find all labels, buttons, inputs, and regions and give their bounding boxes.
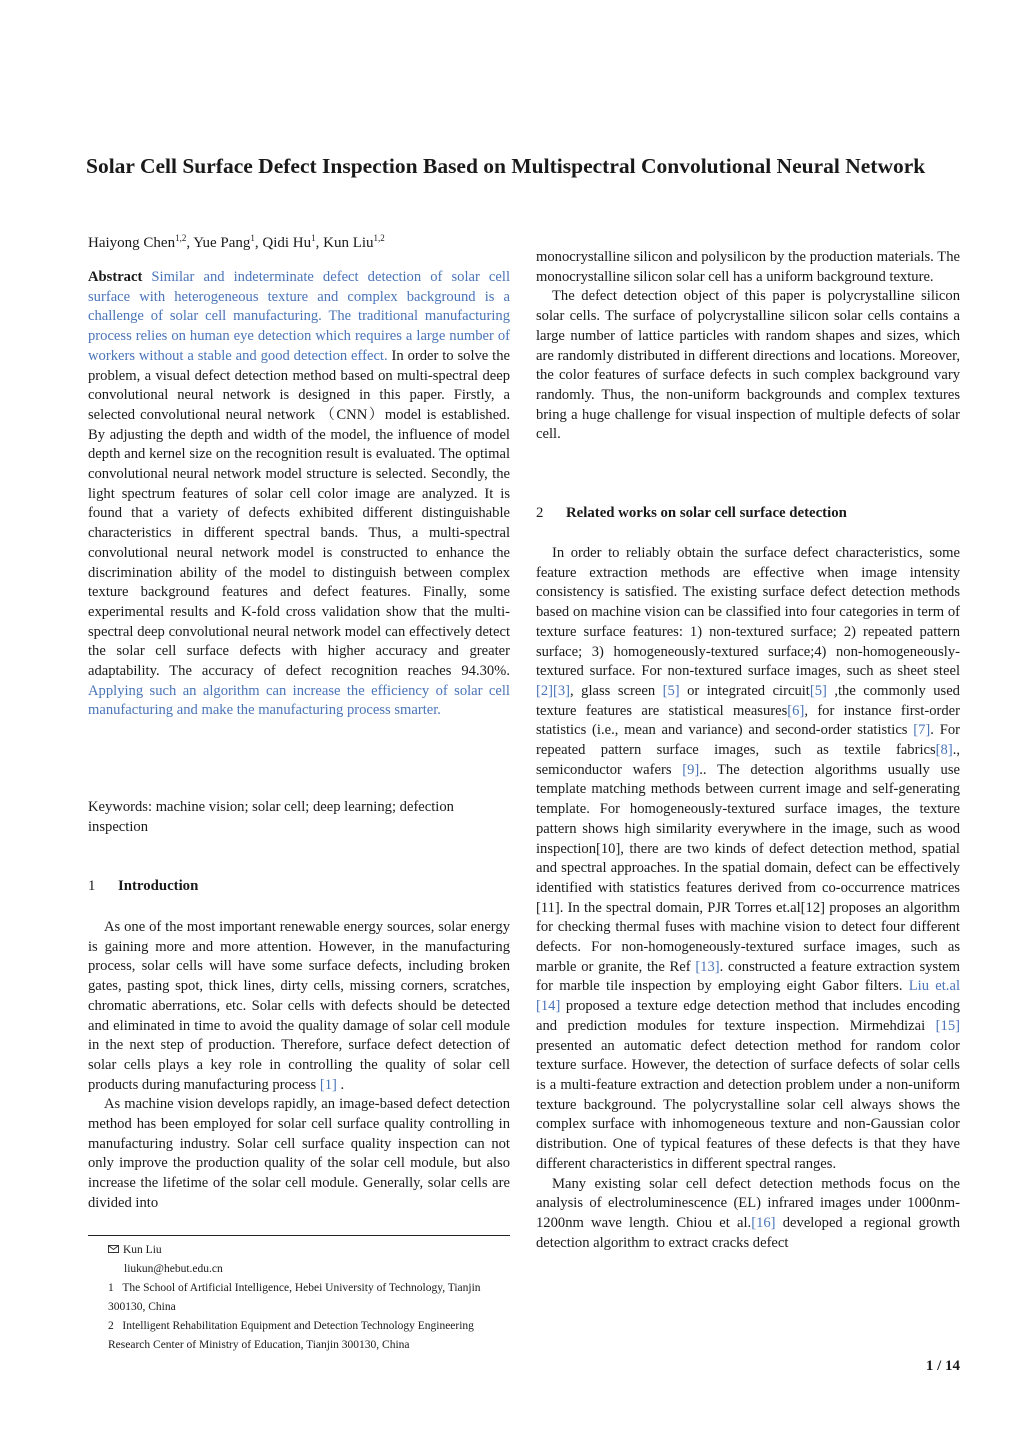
paragraph-text: . constructed a feature extraction system for marble tile inspection by employing eight Gabor filters. bbox=[536, 958, 960, 995]
contact-name: Kun Liu bbox=[123, 1244, 162, 1256]
page-number: 1 / 14 bbox=[925, 1358, 960, 1374]
section-related-works-heading bbox=[536, 504, 960, 524]
author-affiliation: 1,2 bbox=[373, 233, 385, 243]
section-title: Related works on solar cell surface detection bbox=[566, 505, 847, 521]
keywords-text: machine vision; solar cell; deep learning; defection inspection bbox=[88, 799, 454, 835]
paragraph-text: ., semiconductor wafers bbox=[536, 742, 960, 778]
citation-link[interactable]: [7] bbox=[913, 722, 931, 739]
citation-link[interactable]: [5] bbox=[809, 682, 827, 699]
author-separator: , bbox=[254, 235, 263, 251]
citation-link[interactable]: [15] bbox=[935, 1017, 960, 1034]
abstract-highlight: Applying such an algorithm can increase the efficiency of solar cell manufacturing and make the manufacturing process smarter. bbox=[88, 682, 510, 719]
paragraph-text: Many existing solar cell defect detection methods focus on the analysis of electroluminescence (EL) infrared images under 1000nm-1200nm wave length. Chiou et al. bbox=[536, 1175, 960, 1231]
citation-link[interactable]: [8] bbox=[935, 742, 953, 759]
citation-link[interactable]: [5] bbox=[662, 682, 680, 699]
section-title: Introduction bbox=[118, 878, 199, 894]
paper-title: Solar Cell Surface Defect Inspection Based on Multispectral Convolutional Neural Network bbox=[86, 154, 926, 178]
section-number: 2 bbox=[536, 505, 544, 521]
author-name: Haiyong Chen bbox=[88, 235, 176, 251]
related-works-body bbox=[536, 544, 960, 1253]
paragraph-text: . For repeated pattern surface images, such as textile fabrics bbox=[536, 722, 960, 759]
paragraph-text: or integrated circuit bbox=[679, 682, 810, 699]
affiliation-text: Intelligent Rehabilitation Equipment and Detection Technology Engineering Research Center of Ministry of Education, Tianjin 300130, China bbox=[108, 1320, 474, 1351]
citation-link[interactable]: [13] bbox=[695, 958, 720, 975]
citation-link[interactable]: [9] bbox=[682, 761, 700, 778]
author-affiliation: 1,2 bbox=[175, 233, 187, 243]
right-column-intro bbox=[536, 248, 960, 445]
body-paragraph: monocrystalline silicon and polysilicon by the production materials. The monocrystalline silicon solar cell has a uniform background texture. bbox=[536, 249, 960, 285]
footnote-rule bbox=[88, 1235, 510, 1236]
keywords-label: Keywords: bbox=[88, 799, 153, 815]
keywords-block bbox=[88, 798, 510, 837]
body-paragraph bbox=[88, 918, 510, 1095]
abstract-block bbox=[88, 268, 510, 721]
citation-link[interactable]: [1] bbox=[319, 1076, 337, 1093]
paragraph-text: As one of the most important renewable energy sources, solar energy is gaining more and more attention. However, in the manufacturing process, solar cells will have some surface defects, including broken gates, pasting spot, thick lines, dirty cells, missing corners, scratches, chromatic aberrations, etc. Solar cells with defects should be detected and eliminated in time to avoid the quality damage of solar cell module in the next step of production. Therefore, surface defect detection of solar cells plays a key role in controlling the quality of solar cell products during manufacturing process bbox=[88, 919, 510, 1093]
section-introduction-heading bbox=[88, 877, 510, 897]
paragraph-text: proposed a texture edge detection method that includes encoding and prediction modules for texture inspection. Mirmehdizai bbox=[536, 998, 960, 1034]
paragraph-text: , for instance first-order statistics (i.e., mean and variance) and second-order statistics bbox=[536, 702, 960, 739]
citation-link[interactable]: [16] bbox=[751, 1214, 776, 1231]
author-affiliation: 1 bbox=[311, 233, 316, 243]
section-number: 1 bbox=[88, 878, 96, 894]
envelope-icon bbox=[108, 1245, 119, 1253]
body-paragraph bbox=[536, 544, 960, 1175]
citation-link[interactable]: [2][3] bbox=[536, 682, 571, 699]
affiliation-number: 2 bbox=[108, 1320, 114, 1332]
author-name: Kun Liu bbox=[323, 235, 374, 251]
abstract-highlight: Similar and indeterminate defect detection of solar cell surface with heterogeneous texture and complex background is a challenge of solar cell manufacturing. The traditional manufacturing process relies on human eye detection which requires a large number of workers without a stable and good detection effect. bbox=[88, 269, 510, 364]
author-separator: , bbox=[186, 235, 194, 251]
author-separator: , bbox=[315, 235, 324, 251]
author-name: Qidi Hu bbox=[262, 235, 312, 251]
contact-email[interactable]: liukun@hebut.edu.cn bbox=[124, 1263, 223, 1275]
footnotes bbox=[108, 1241, 508, 1355]
body-paragraph: As machine vision develops rapidly, an image-based defect detection method has been employed for solar cell surface quality controlling in manufacturing industry. Solar cell surface quality inspection can not only improve the production quality of the solar cell module, but also increase the lifetime of the solar cell module. Generally, solar cells are divided into bbox=[88, 1096, 510, 1211]
introduction-body bbox=[88, 918, 510, 1214]
abstract-paragraph bbox=[88, 268, 510, 721]
abstract-label: Abstract bbox=[88, 269, 143, 285]
author-name: Yue Pang bbox=[193, 235, 251, 251]
body-paragraph bbox=[536, 1175, 960, 1254]
citation-link[interactable]: [6] bbox=[787, 702, 805, 719]
paragraph-text: developed a regional growth detection algorithm to extract cracks defect bbox=[536, 1214, 961, 1251]
citation-link[interactable]: Liu et.al [14] bbox=[536, 978, 960, 1015]
affiliation-text: The School of Artificial Intelligence, Hebei University of Technology, Tianjin 300130, China bbox=[108, 1282, 481, 1313]
paragraph-text: In order to reliably obtain the surface defect characteristics, some feature extraction methods are effective when image intensity consistency is satisfied. The existing surface defect detection methods based on machine vision can be classified into four categories in term of texture surface features: 1) non-textured surface; 2) repeated pattern surface; 3) homogeneously-textured surface;4) non-homogeneously-textured surface. For non-textured surface images, such as sheet steel bbox=[536, 545, 960, 680]
affiliation-number: 1 bbox=[108, 1282, 114, 1294]
paragraph-text: presented an automatic defect detection method for random color texture surface. However, the detection of surface defects of solar cells is a multi-feature extraction and detection problem under a non-uniform texture background. The polycrystalline solar cell always shows the complex surface with inhomogeneous texture and non-Gaussian color distribution. One of typical features of these defects is that they have different characteristics in different spectral ranges. bbox=[536, 1037, 960, 1172]
abstract-body: In order to solve the problem, a visual defect detection method based on multi-spectral deep convolutional neural network is designed in this paper. Firstly, a selected convolutional neural network （CNN）model is established. By adjusting the depth and width of the model, the influence of model depth and kernel size on the recognition result is evaluated. The optimal convolutional neural network model structure is selected. Secondly, the light spectrum features of solar cell color image are analyzed. It is found that a variety of defects exhibited different distinguishable characteristics in different spectral bands. Thus, a multi-spectral convolutional neural network model is constructed to enhance the discrimination ability of the model to distinguish between complex texture background features and defect features. Finally, some experimental results and K-fold cross validation show that the multi-spectral deep convolutional neural network model can effectively detect the solar cell surface defects with higher accuracy and greater adaptability. The accuracy of defect recognition reaches 94.30%. bbox=[88, 347, 510, 680]
author-affiliation: 1 bbox=[250, 233, 255, 243]
paragraph-text: ,the commonly used texture features are statistical measures bbox=[536, 682, 960, 719]
paragraph-text: . bbox=[336, 1076, 345, 1093]
paragraph-text: .. The detection algorithms usually use template matching methods between current image and self-generating template. For homogeneously-textured surface images, the texture pattern shows high similarity everywhere in the image, such as wood inspection[10], there are two kinds of defect detection method, spatial and spectral approaches. In the spatial domain, defect can be effectively identified with statistics features derived from co-occurrence matrices [11]. In the spectral domain, PJR Torres et.al[12] proposes an algorithm for checking thermal fuses with machine vision to detect four different defects. For non-homogeneously-textured surface images, such as marble or granite, the Ref bbox=[536, 761, 961, 975]
body-paragraph: The defect detection object of this paper is polycrystalline silicon solar cells. The surface of polycrystalline silicon solar cells contains a large number of lattice particles with random shapes and sizes, which are randomly distributed in different directions and locations. Moreover, the color features of surface defects in such complex background vary randomly. Thus, the non-uniform backgrounds and complex textures bring a huge challenge for visual inspection of multiple defects of solar cell. bbox=[536, 288, 960, 443]
paragraph-text: , glass screen bbox=[570, 682, 663, 699]
author-list bbox=[88, 228, 385, 253]
